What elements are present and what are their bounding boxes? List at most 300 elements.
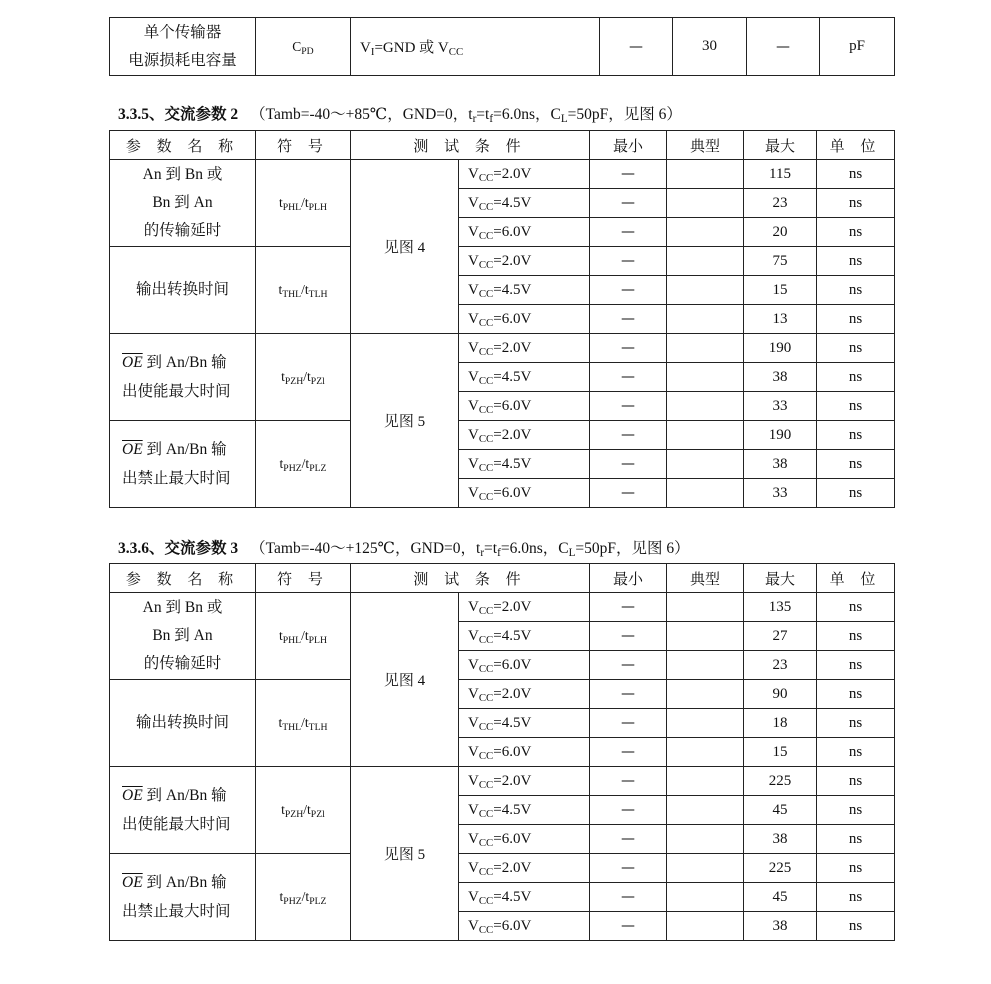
typ-cell xyxy=(667,276,744,305)
column-header: 测 试 条 件 xyxy=(351,564,590,593)
min-cell: — xyxy=(590,912,667,941)
unit-cell: pF xyxy=(820,18,895,76)
column-header: 符 号 xyxy=(256,564,351,593)
max-cell: 23 xyxy=(744,651,817,680)
min-cell: — xyxy=(590,189,667,218)
max-cell: 115 xyxy=(744,160,817,189)
param-name-cell xyxy=(110,854,256,941)
vcc-condition-cell xyxy=(459,305,590,334)
vcc-sub: CC xyxy=(478,316,494,329)
vcc-value: 4.5V xyxy=(501,888,532,905)
vcc-text: V xyxy=(468,252,479,269)
vcc-text: V xyxy=(468,223,479,240)
max-cell: 33 xyxy=(744,479,817,508)
vcc-text: V xyxy=(468,368,479,385)
vcc-sub: CC xyxy=(478,749,494,762)
section-condition: （Tamb=-40～+85℃，GND=0，t xyxy=(250,106,473,123)
vcc-value: 2.0V xyxy=(501,598,532,615)
section-sub: r xyxy=(472,113,477,125)
vcc-eq: = xyxy=(493,165,502,182)
condition-sub: I xyxy=(370,46,375,58)
table-row xyxy=(110,18,895,76)
min-cell: — xyxy=(590,854,667,883)
condition-text: V xyxy=(360,40,371,56)
vcc-eq: = xyxy=(493,397,502,414)
param-name-line xyxy=(122,348,255,377)
typ-cell xyxy=(667,796,744,825)
vcc-eq: = xyxy=(493,252,502,269)
vcc-condition-cell xyxy=(459,421,590,450)
vcc-condition-cell xyxy=(459,854,590,883)
vcc-eq: = xyxy=(493,714,502,731)
symbol-text: C xyxy=(292,38,302,54)
vcc-sub: CC xyxy=(478,229,494,242)
vcc-value: 6.0V xyxy=(501,656,532,673)
unit-cell: ns xyxy=(817,334,895,363)
symbol-sub: PLZ xyxy=(309,463,327,474)
max-cell: 45 xyxy=(744,796,817,825)
typ-cell xyxy=(667,363,744,392)
vcc-value: 6.0V xyxy=(501,917,532,934)
symbol-sub: PHL xyxy=(282,202,302,213)
vcc-text: V xyxy=(468,598,479,615)
oe-overline-text: $\overline{OE}$ xyxy=(122,787,143,804)
param-name-line xyxy=(122,868,255,897)
column-header: 单 位 xyxy=(817,564,895,593)
vcc-sub: CC xyxy=(478,691,494,704)
vcc-value: 4.5V xyxy=(501,801,532,818)
symbol-text: /t xyxy=(303,802,311,817)
column-header: 典型 xyxy=(667,564,744,593)
unit-cell: ns xyxy=(817,247,895,276)
vcc-eq: = xyxy=(493,772,502,789)
vcc-text: V xyxy=(468,426,479,443)
vcc-sub: CC xyxy=(478,807,494,820)
vcc-sub: CC xyxy=(478,171,494,184)
max-cell: 13 xyxy=(744,305,817,334)
vcc-eq: = xyxy=(493,656,502,673)
vcc-text: V xyxy=(468,455,479,472)
param-name-line xyxy=(122,435,255,464)
section-sub: L xyxy=(568,547,576,559)
symbol-sub: PHL xyxy=(282,635,302,646)
vcc-text: V xyxy=(468,917,479,934)
param-name-line: 电源损耗电容量 xyxy=(128,51,237,69)
vcc-text: V xyxy=(468,859,479,876)
max-cell: — xyxy=(747,18,820,76)
vcc-text: V xyxy=(468,194,479,211)
vcc-eq: = xyxy=(493,484,502,501)
symbol-text: t xyxy=(279,889,284,904)
unit-cell: ns xyxy=(817,160,895,189)
typ-cell xyxy=(667,738,744,767)
param-name-line: 单个传输器 xyxy=(143,23,222,41)
section-condition: =50pF，见图 6） xyxy=(575,540,690,557)
unit-cell: ns xyxy=(817,709,895,738)
typ-cell xyxy=(667,883,744,912)
min-cell: — xyxy=(590,305,667,334)
min-cell: — xyxy=(590,796,667,825)
vcc-sub: CC xyxy=(478,720,494,733)
test-figure-cell: 见图 5 xyxy=(351,767,459,941)
unit-cell: ns xyxy=(817,593,895,622)
vcc-text: V xyxy=(468,830,479,847)
column-header: 最大 xyxy=(744,131,817,160)
vcc-sub: CC xyxy=(478,836,494,849)
vcc-text: V xyxy=(468,772,479,789)
vcc-value: 6.0V xyxy=(501,397,532,414)
vcc-value: 4.5V xyxy=(501,714,532,731)
param-name-line: 出禁止最大时间 xyxy=(122,903,231,920)
typ-cell xyxy=(667,160,744,189)
symbol-sub: THL xyxy=(282,722,302,733)
symbol-sub: THL xyxy=(282,289,302,300)
header-row xyxy=(110,131,895,160)
symbol-text: t xyxy=(278,282,283,297)
column-header: 符 号 xyxy=(256,131,351,160)
vcc-text: V xyxy=(468,397,479,414)
symbol-sub: PHZ xyxy=(283,896,302,907)
vcc-eq: = xyxy=(493,917,502,934)
symbol-sub: PD xyxy=(301,45,314,57)
table-row xyxy=(110,767,895,796)
header-row xyxy=(110,564,895,593)
param-name-line: 出使能最大时间 xyxy=(122,816,231,833)
typ-cell xyxy=(667,392,744,421)
unit-cell: ns xyxy=(817,651,895,680)
symbol-sub: PZl xyxy=(310,809,325,820)
min-cell: — xyxy=(590,276,667,305)
vcc-value: 4.5V xyxy=(501,368,532,385)
unit-cell: ns xyxy=(817,738,895,767)
symbol-text: /t xyxy=(301,195,309,210)
min-cell: — xyxy=(590,247,667,276)
max-cell: 38 xyxy=(744,450,817,479)
column-header: 测 试 条 件 xyxy=(351,131,590,160)
typ-cell xyxy=(667,767,744,796)
param-name-line: 输出转换时间 xyxy=(135,281,229,298)
param-name-text: 到 An/Bn 输 xyxy=(142,354,227,371)
vcc-sub: CC xyxy=(478,633,494,646)
vcc-condition-cell xyxy=(459,593,590,622)
vcc-text: V xyxy=(468,888,479,905)
unit-cell: ns xyxy=(817,767,895,796)
symbol-cell xyxy=(256,421,351,508)
param-name-cell xyxy=(110,593,256,680)
vcc-text: V xyxy=(468,801,479,818)
symbol-text: t xyxy=(278,715,283,730)
max-cell: 18 xyxy=(744,709,817,738)
symbol-cell xyxy=(256,18,351,76)
min-cell: — xyxy=(590,479,667,508)
column-header: 最小 xyxy=(590,564,667,593)
typ-cell xyxy=(667,450,744,479)
unit-cell: ns xyxy=(817,363,895,392)
vcc-sub: CC xyxy=(478,865,494,878)
symbol-text: t xyxy=(281,802,285,817)
param-name-line: Bn 到 An xyxy=(152,627,213,644)
min-cell: — xyxy=(590,160,667,189)
vcc-sub: CC xyxy=(478,604,494,617)
param-name-cell xyxy=(110,18,256,76)
table-row xyxy=(110,680,895,709)
vcc-text: V xyxy=(468,165,479,182)
vcc-sub: CC xyxy=(478,200,494,213)
min-cell: — xyxy=(590,883,667,912)
typ-cell xyxy=(667,305,744,334)
param-name-line: An 到 Bn 或 xyxy=(142,599,223,616)
vcc-sub: CC xyxy=(478,778,494,791)
unit-cell: ns xyxy=(817,854,895,883)
section-condition: （Tamb=-40～+125℃，GND=0，t xyxy=(250,540,481,557)
min-cell: — xyxy=(590,680,667,709)
param-name-text: 到 An/Bn 输 xyxy=(142,874,227,891)
vcc-condition-cell xyxy=(459,160,590,189)
vcc-condition-cell xyxy=(459,767,590,796)
cpd-table xyxy=(109,17,895,76)
symbol-cell xyxy=(256,247,351,334)
min-cell: — xyxy=(590,767,667,796)
symbol-text: t xyxy=(278,195,283,210)
unit-cell: ns xyxy=(817,276,895,305)
max-cell: 23 xyxy=(744,189,817,218)
symbol-text: /t xyxy=(301,715,309,730)
vcc-value: 6.0V xyxy=(501,310,532,327)
symbol-text: t xyxy=(279,456,284,471)
min-cell: — xyxy=(590,651,667,680)
max-cell: 190 xyxy=(744,334,817,363)
section-condition: =6.0ns，C xyxy=(500,540,569,557)
typ-cell xyxy=(667,334,744,363)
typ-cell xyxy=(667,218,744,247)
max-cell: 15 xyxy=(744,738,817,767)
vcc-value: 6.0V xyxy=(501,484,532,501)
min-cell: — xyxy=(590,334,667,363)
vcc-value: 2.0V xyxy=(501,772,532,789)
unit-cell: ns xyxy=(817,912,895,941)
vcc-value: 2.0V xyxy=(501,685,532,702)
symbol-text: /t xyxy=(303,369,311,384)
vcc-sub: CC xyxy=(478,894,494,907)
vcc-value: 4.5V xyxy=(501,194,532,211)
vcc-sub: CC xyxy=(478,461,494,474)
vcc-condition-cell xyxy=(459,218,590,247)
max-cell: 225 xyxy=(744,854,817,883)
min-cell: — xyxy=(590,421,667,450)
vcc-text: V xyxy=(468,281,479,298)
param-name-cell xyxy=(110,247,256,334)
param-name-line: 出使能最大时间 xyxy=(122,383,231,400)
vcc-sub: CC xyxy=(478,662,494,675)
oe-overline-text: $\overline{OE}$ xyxy=(122,874,143,891)
symbol-cell xyxy=(256,334,351,421)
symbol-cell xyxy=(256,160,351,247)
condition-cell xyxy=(351,18,600,76)
section-sub: f xyxy=(497,547,501,559)
oe-overline-text: $\overline{OE}$ xyxy=(122,441,143,458)
symbol-cell xyxy=(256,767,351,854)
typ-cell xyxy=(667,825,744,854)
vcc-value: 4.5V xyxy=(501,627,532,644)
vcc-value: 4.5V xyxy=(501,455,532,472)
min-cell: — xyxy=(590,593,667,622)
max-cell: 15 xyxy=(744,276,817,305)
min-cell: — xyxy=(590,392,667,421)
vcc-sub: CC xyxy=(478,923,494,936)
vcc-condition-cell xyxy=(459,738,590,767)
param-name-line: 输出转换时间 xyxy=(135,714,229,731)
max-cell: 38 xyxy=(744,912,817,941)
section-sub: r xyxy=(480,547,485,559)
vcc-condition-cell xyxy=(459,189,590,218)
vcc-condition-cell xyxy=(459,680,590,709)
typ-cell: 30 xyxy=(673,18,747,76)
param-name-cell xyxy=(110,680,256,767)
vcc-condition-cell xyxy=(459,883,590,912)
param-name-line: An 到 Bn 或 xyxy=(142,166,223,183)
vcc-text: V xyxy=(468,627,479,644)
section-condition: =t xyxy=(476,106,490,123)
symbol-sub: PLH xyxy=(308,202,328,213)
typ-cell xyxy=(667,247,744,276)
min-cell: — xyxy=(590,709,667,738)
section-number: 3.3.5、交流参数 2 xyxy=(118,106,239,123)
section-number: 3.3.6、交流参数 3 xyxy=(118,540,239,557)
symbol-sub: PZl xyxy=(310,376,325,387)
vcc-value: 6.0V xyxy=(501,743,532,760)
symbol-text: t xyxy=(278,628,283,643)
vcc-eq: = xyxy=(493,830,502,847)
max-cell: 190 xyxy=(744,421,817,450)
vcc-condition-cell xyxy=(459,479,590,508)
param-name-cell xyxy=(110,334,256,421)
unit-cell: ns xyxy=(817,622,895,651)
vcc-text: V xyxy=(468,656,479,673)
symbol-sub: TLH xyxy=(308,289,328,300)
unit-cell: ns xyxy=(817,421,895,450)
typ-cell xyxy=(667,593,744,622)
vcc-text: V xyxy=(468,685,479,702)
min-cell: — xyxy=(590,363,667,392)
column-header: 参 数 名 称 xyxy=(110,131,256,160)
min-cell: — xyxy=(590,622,667,651)
param-name-cell xyxy=(110,767,256,854)
vcc-condition-cell xyxy=(459,912,590,941)
symbol-cell xyxy=(256,593,351,680)
typ-cell xyxy=(667,479,744,508)
min-cell: — xyxy=(590,450,667,479)
vcc-value: 2.0V xyxy=(501,859,532,876)
min-cell: — xyxy=(590,825,667,854)
unit-cell: ns xyxy=(817,305,895,334)
typ-cell xyxy=(667,651,744,680)
vcc-eq: = xyxy=(493,888,502,905)
vcc-eq: = xyxy=(493,627,502,644)
max-cell: 20 xyxy=(744,218,817,247)
symbol-text: /t xyxy=(301,456,310,471)
max-cell: 45 xyxy=(744,883,817,912)
param-name-text: 到 An/Bn 输 xyxy=(142,787,227,804)
symbol-sub: PLH xyxy=(308,635,328,646)
typ-cell xyxy=(667,912,744,941)
column-header: 参 数 名 称 xyxy=(110,564,256,593)
vcc-condition-cell xyxy=(459,796,590,825)
vcc-eq: = xyxy=(493,426,502,443)
unit-cell: ns xyxy=(817,883,895,912)
max-cell: 33 xyxy=(744,392,817,421)
vcc-value: 4.5V xyxy=(501,281,532,298)
min-cell: — xyxy=(590,218,667,247)
vcc-eq: = xyxy=(493,310,502,327)
table-row xyxy=(110,854,895,883)
param-name-line: 的传输延时 xyxy=(143,222,222,239)
symbol-text: t xyxy=(281,369,285,384)
vcc-condition-cell xyxy=(459,334,590,363)
table-row xyxy=(110,334,895,363)
test-figure-cell: 见图 4 xyxy=(351,160,459,334)
symbol-text: /t xyxy=(301,889,310,904)
vcc-text: V xyxy=(468,743,479,760)
vcc-eq: = xyxy=(493,801,502,818)
min-cell: — xyxy=(590,738,667,767)
oe-overline-text: $\overline{OE}$ xyxy=(122,354,143,371)
vcc-eq: = xyxy=(493,859,502,876)
symbol-sub: PLZ xyxy=(309,896,327,907)
ac2-table xyxy=(109,130,895,508)
symbol-text: /t xyxy=(301,282,309,297)
max-cell: 135 xyxy=(744,593,817,622)
typ-cell xyxy=(667,421,744,450)
vcc-condition-cell xyxy=(459,825,590,854)
vcc-sub: CC xyxy=(478,345,494,358)
vcc-condition-cell xyxy=(459,450,590,479)
column-header: 典型 xyxy=(667,131,744,160)
param-name-line: 出禁止最大时间 xyxy=(122,470,231,487)
max-cell: 90 xyxy=(744,680,817,709)
typ-cell xyxy=(667,709,744,738)
unit-cell: ns xyxy=(817,218,895,247)
section-condition: =50pF，见图 6） xyxy=(567,106,682,123)
max-cell: 27 xyxy=(744,622,817,651)
vcc-sub: CC xyxy=(478,403,494,416)
vcc-eq: = xyxy=(493,685,502,702)
vcc-value: 2.0V xyxy=(501,252,532,269)
symbol-sub: PZH xyxy=(284,809,304,820)
unit-cell: ns xyxy=(817,825,895,854)
vcc-condition-cell xyxy=(459,247,590,276)
condition-sub: CC xyxy=(448,46,464,58)
unit-cell: ns xyxy=(817,479,895,508)
min-cell: — xyxy=(600,18,673,76)
section-condition: =6.0ns，C xyxy=(493,106,561,123)
vcc-condition-cell xyxy=(459,651,590,680)
unit-cell: ns xyxy=(817,392,895,421)
symbol-sub: TLH xyxy=(308,722,328,733)
vcc-sub: CC xyxy=(478,490,494,503)
table-row xyxy=(110,247,895,276)
vcc-condition-cell xyxy=(459,622,590,651)
vcc-text: V xyxy=(468,484,479,501)
param-name-cell xyxy=(110,160,256,247)
vcc-eq: = xyxy=(493,368,502,385)
vcc-condition-cell xyxy=(459,709,590,738)
table-row xyxy=(110,421,895,450)
vcc-eq: = xyxy=(493,598,502,615)
unit-cell: ns xyxy=(817,450,895,479)
vcc-value: 6.0V xyxy=(501,223,532,240)
typ-cell xyxy=(667,680,744,709)
table-row xyxy=(110,160,895,189)
